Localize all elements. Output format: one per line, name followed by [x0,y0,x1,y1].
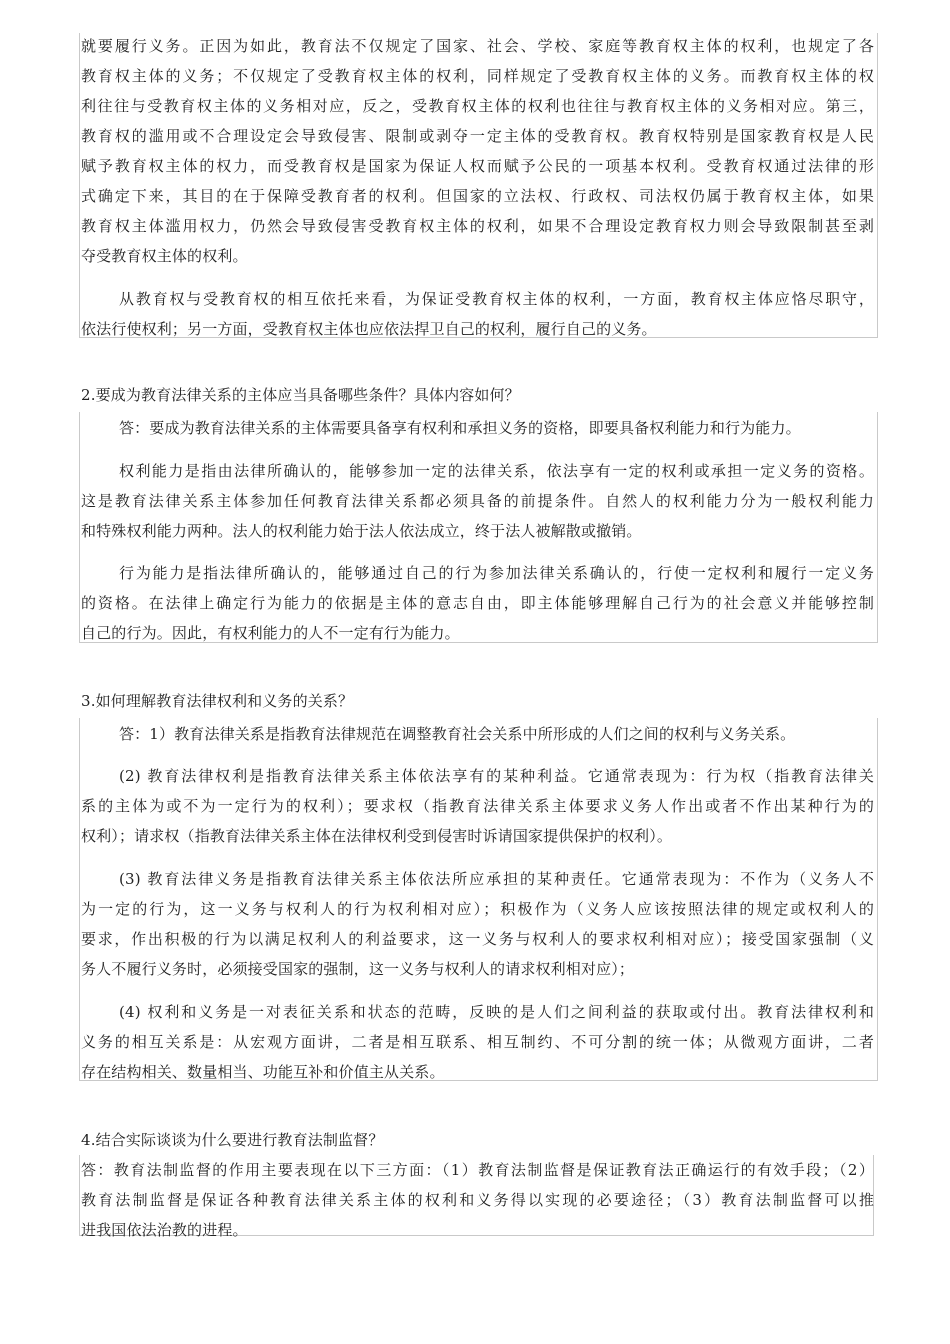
paragraph-line: 权利能力是指由法律所确认的，能够参加一定的法律关系，依法享有一定的权利或承担一定义务的资格。 [119,462,874,480]
paragraph-line: (3) 教育法律义务是指教育法律关系主体依法所应承担的某种责任。它通常表现为：不作为（义务人不 [119,870,874,888]
paragraph-line: 教育权主体的义务；不仅规定了受教育权主体的权利，同样规定了受教育权主体的义务。而教育权主体的权 [81,67,874,85]
answer-line: 答：1）教育法律关系是指教育法律规范在调整教育社会关系中所形成的人们之间的权利与义务关系。 [119,725,796,743]
question-heading: 2.要成为教育法律关系的主体应当具备哪些条件？具体内容如何？ [81,386,520,404]
paragraph-line: 利往往与受教育权主体的义务相对应，反之，受教育权主体的权利也往往与教育权主体的义务相对应。第三， [81,97,874,115]
paragraph-line: 系的主体为或不为一定行为的权利）；要求权（指教育法律关系主体要求义务人作出或者不作出某种行为的 [81,797,874,815]
paragraph-line: 式确定下来，其目的在于保障受教育者的权利。但国家的立法权、行政权、司法权仍属于教育权主体，如果 [81,187,874,205]
paragraph-line: 从教育权与受教育权的相互依托来看，为保证受教育权主体的权利，一方面，教育权主体应恪尽职守， [119,290,874,308]
answer-line: 答：教育法制监督的作用主要表现在以下三方面：（1）教育法制监督是保证教育法正确运行的有效手段；（2） [81,1161,874,1179]
answer-line: 教育法制监督是保证各种教育法律关系主体的权利和义务得以实现的必要途径；（3）教育法制监督可以推 [81,1191,874,1209]
paragraph-line: 务人不履行义务时，必须接受国家的强制，这一义务与权利人的请求权利相对应）； [81,960,635,978]
paragraph-line: 教育权的滥用或不合理设定会导致侵害、限制或剥夺一定主体的受教育权。教育权特别是国家教育权是人民 [81,127,874,145]
question-heading: 3.如何理解教育法律权利和义务的关系？ [81,692,354,710]
paragraph-line: 依法行使权利；另一方面，受教育权主体也应依法捍卫自己的权利，履行自己的义务。 [81,320,657,338]
paragraph-line: 赋予教育权主体的权力，而受教育权是国家为保证人权而赋予公民的一项基本权利。受教育权通过法律的形 [81,157,874,175]
paragraph-line: 和特殊权利能力两种。法人的权利能力始于法人依法成立，终于法人被解散或撤销。 [81,522,642,540]
paragraph-line: 权利）；请求权（指教育法律关系主体在法律权利受到侵害时诉请国家提供保护的权利）。 [81,827,673,845]
paragraph-line: 教育权主体滥用权力，仍然会导致侵害受教育权主体的权利，如果不合理设定教育权力则会导致限制甚至剥 [81,217,874,235]
paragraph-line: 义务的相互关系是：从宏观方面讲，二者是相互联系、相互制约、不可分割的统一体；从微观方面讲，二者 [81,1033,874,1051]
paragraph-line: 行为能力是指法律所确认的，能够通过自己的行为参加法律关系确认的，行使一定权利和履行一定义务 [119,564,874,582]
paragraph-line: 夺受教育权主体的权利。 [81,247,248,265]
question-heading: 4.结合实际谈谈为什么要进行教育法制监督？ [81,1131,384,1149]
paragraph-line: (2) 教育法律权利是指教育法律关系主体依法享有的某种利益。它通常表现为：行为权（指教育法律关 [119,767,874,785]
paragraph-line: 要求，作出积极的行为以满足权利人的利益要求，这一义务与权利人的要求权利相对应）；接受国家强制（义 [81,930,874,948]
paragraph-line: 自己的行为。因此，有权利能力的人不一定有行为能力。 [81,624,460,642]
paragraph-line: 就要履行义务。正因为如此，教育法不仅规定了国家、社会、学校、家庭等教育权主体的权利，也规定了各 [81,37,874,55]
paragraph-line: 为一定的行为，这一义务与权利人的行为权利相对应）；积极作为（义务人应该按照法律的规定或权利人的 [81,900,874,918]
paragraph-line: 的资格。在法律上确定行为能力的依据是主体的意志自由，即主体能够理解自己行为的社会意义并能够控制 [81,594,874,612]
answer-line: 答：要成为教育法律关系的主体需要具备享有权利和承担义务的资格，即要具备权利能力和行为能力。 [119,419,801,437]
answer-line: 进我国依法治教的进程。 [81,1221,248,1239]
paragraph-line: (4) 权利和义务是一对表征关系和状态的范畴，反映的是人们之间利益的获取或付出。教育法律权利和 [119,1003,874,1021]
paragraph-line: 这是教育法律关系主体参加任何教育法律关系都必须具备的前提条件。自然人的权利能力分为一般权利能力 [81,492,874,510]
paragraph-line: 存在结构相关、数量相当、功能互补和价值主从关系。 [81,1063,445,1081]
